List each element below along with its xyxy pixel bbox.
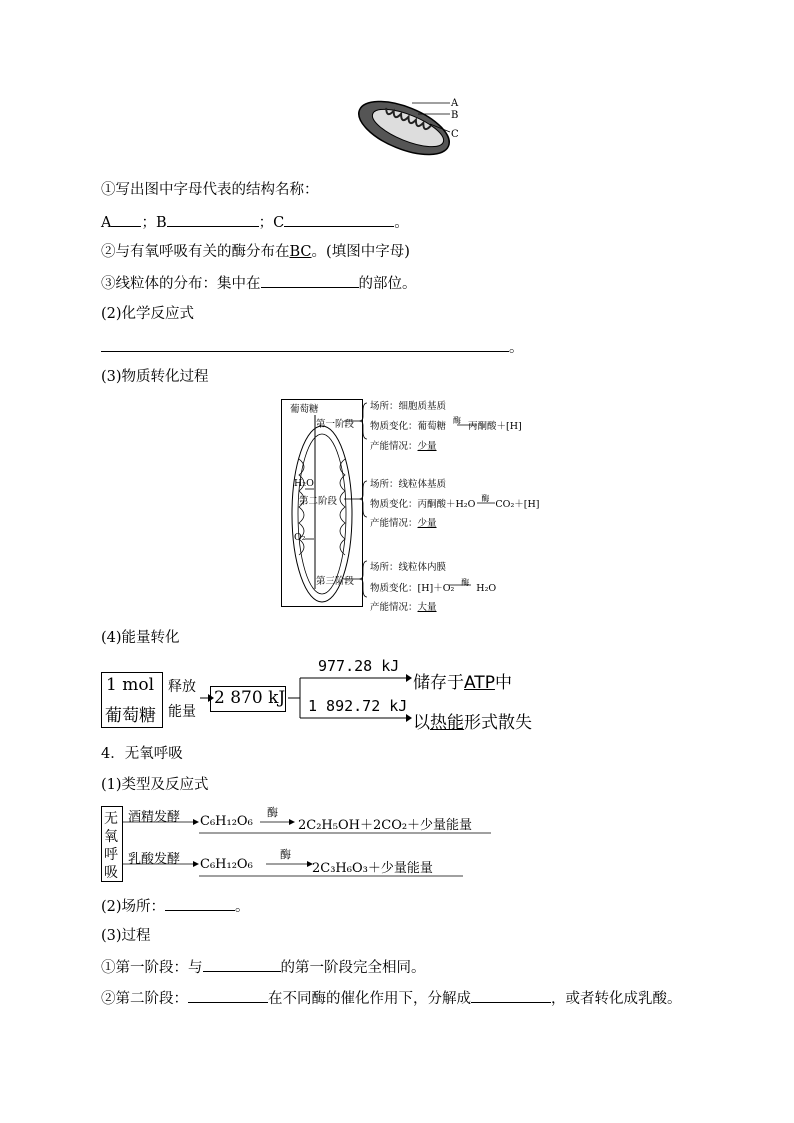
p1-post: 的第一阶段完全相同。 [280,960,426,976]
blank-p2a[interactable] [188,988,268,1003]
energy-glucose: 葡萄糖 [105,706,156,726]
proc-p2 [101,988,682,1009]
s3-energy: 产能情况：大量 [370,602,437,613]
site-label: (2)场所： [101,899,166,915]
alcohol-label: 酒精发酵 [128,810,181,825]
blank-b[interactable] [167,212,259,227]
lactic-eq-right: 2C₃H₆O₃＋少量能量 [312,861,433,876]
diagram-stage1: 第一阶段 [316,419,355,430]
s2-site: 场所：线粒体基质 [370,479,447,490]
names-end: 。 [394,215,409,231]
box-char4: 吸 [104,865,118,881]
energy-release2: 能量 [168,704,196,720]
lactic-enzyme: 酶 [280,848,291,861]
blank-c[interactable] [284,212,394,227]
site-line [101,896,250,917]
alcohol-enzyme: 酶 [267,806,278,819]
item3-post: 的部位。 [358,276,417,292]
q1-item1: ①写出图中字母代表的结构名称： [101,182,319,198]
energy-atp-value: 977.28 kJ [318,657,400,675]
box-char1: 无 [104,811,118,827]
sec4-title: (4)能量转化 [101,630,180,646]
blank-site[interactable] [165,896,235,911]
s1-energy: 产能情况：少量 [370,441,437,452]
energy-atp-line: 储存于ATP中 [413,673,512,693]
q1-names-line [101,212,409,233]
lactic-eq-left: C₆H₁₂O₆ [200,857,253,872]
label-c: C [451,129,459,140]
a-prefix: A [101,215,112,231]
energy-mol: 1 mol [106,675,155,695]
proc-p1 [101,957,426,978]
site-end: 。 [235,899,250,915]
item2-answer: BC [289,244,312,260]
diagram-stage2: 第二阶段 [299,496,338,507]
p2-mid: 在不同酶的催化作用下，分解成 [268,991,471,1007]
blank-distribution[interactable] [261,273,359,288]
alcohol-eq-left: C₆H₁₂O₆ [200,814,253,829]
c-prefix: ；C [258,215,285,231]
s3-change: 物质变化：[H]＋O₂酶H₂O [370,578,497,594]
diagram-stage3: 第三阶段 [316,576,355,587]
diagram-h2o: H₂O [294,478,314,489]
anaerobic-sub1: (1)类型及反应式 [101,777,209,793]
alcohol-eq-right: 2C₂H₅OH＋2CO₂＋少量能量 [298,818,473,833]
p1-pre: ①第一阶段：与 [101,960,203,976]
diagram-o2: O₂ [294,532,306,543]
proc-title: (3)过程 [101,928,151,944]
p2-post: ，或者转化成乳酸。 [551,991,682,1007]
diagram-glucose: 葡萄糖 [290,404,319,415]
s1-site: 场所：细胞质基质 [370,401,447,412]
energy-total: 2 870 kJ [214,688,286,708]
blank-equation[interactable] [101,337,509,352]
box-char2: 氧 [104,829,118,845]
sec2-title: (2)化学反应式 [101,306,195,322]
sec2-end: 。 [509,340,524,356]
blank-p2b[interactable] [471,988,551,1003]
lactic-label: 乳酸发酵 [128,852,181,867]
box-char3: 呼 [104,847,118,863]
label-a: A [451,98,459,109]
s2-energy: 产能情况：少量 [370,518,437,529]
b-prefix: ；B [141,215,167,231]
s2-change: 物质变化：丙酮酸＋H₂O酶CO₂＋[H] [370,494,540,510]
q1-item3 [101,273,417,294]
item2-pre: ②与有氧呼吸有关的酶分布在 [101,244,290,260]
energy-heat-line: 以热能形式散失 [413,713,532,733]
item3-pre: ③线粒体的分布：集中在 [101,276,261,292]
s3-site: 场所：线粒体内膜 [370,562,447,573]
energy-release1: 释放 [168,679,196,695]
energy-heat-value: 1 892.72 kJ [308,697,408,715]
sec2-answer-line [101,337,524,358]
s1-change: 物质变化：葡萄糖酶丙酮酸＋[H] [370,416,522,432]
p2-pre: ②第二阶段： [101,991,188,1007]
sec3-title: (3)物质转化过程 [101,369,209,385]
blank-a[interactable] [111,212,141,227]
item2-post: 。(填图中字母) [311,244,410,260]
q1-item2 [101,242,410,262]
label-b: B [451,110,459,121]
blank-p1[interactable] [203,957,281,972]
anaerobic-title: 4．无氧呼吸 [101,746,183,762]
